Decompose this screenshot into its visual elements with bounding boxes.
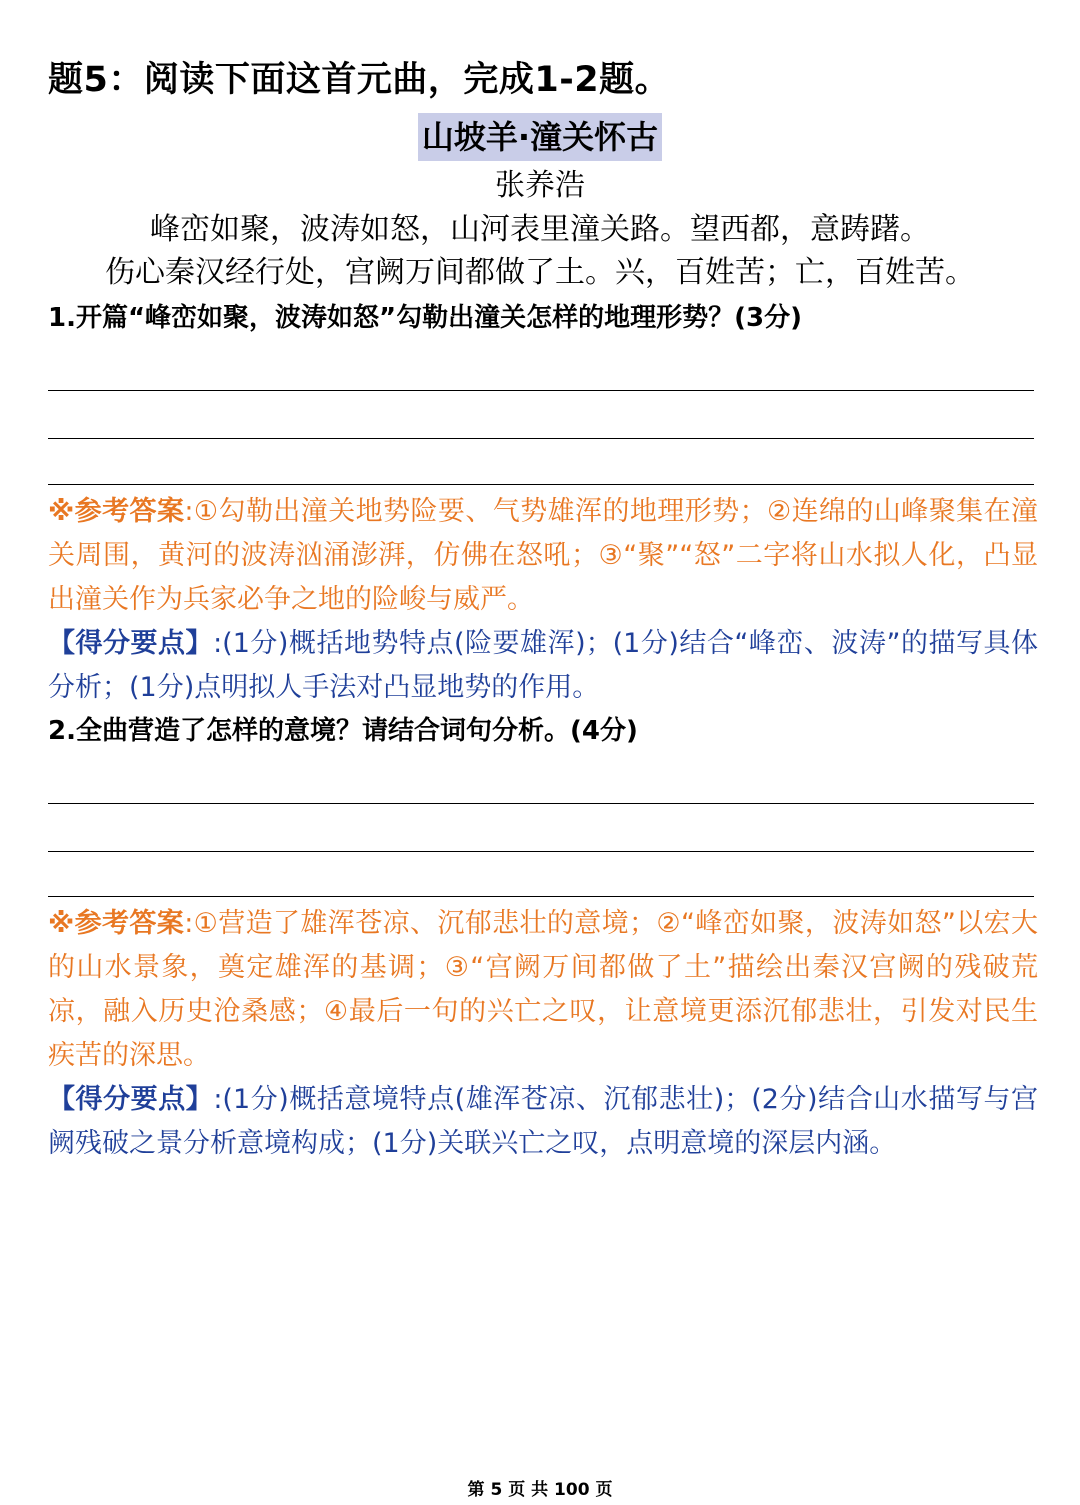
scoring-points-2-tag: 【得分要点】 bbox=[48, 1084, 214, 1115]
answer-line-1b bbox=[48, 438, 1034, 439]
poem-title-container bbox=[0, 113, 1080, 161]
scoring-points-2 bbox=[48, 1078, 1038, 1166]
poem-line-2: 伤心秦汉经行处，宫阙万间都做了土。兴，百姓苦；亡，百姓苦。 bbox=[105, 255, 975, 290]
reference-answer-1 bbox=[48, 490, 1038, 622]
question-1-prompt: 1.开篇“峰峦如聚，波涛如怒”勾勒出潼关怎样的地理形势？(3分) bbox=[48, 303, 803, 333]
answer-line-2a bbox=[48, 803, 1034, 804]
poem-author: 张养浩 bbox=[495, 168, 585, 203]
reference-answer-2 bbox=[48, 902, 1038, 1078]
reference-answer-2-tag: ※参考答案 bbox=[48, 908, 185, 939]
scoring-points-2-text: :(1分)概括意境特点(雄浑苍凉、沉郁悲壮)；(2分)结合山水描写与宫阙残破之景分析意境构成；(1分)关联兴亡之叹，点明意境的深层内涵。 bbox=[48, 1084, 1039, 1159]
scoring-points-1 bbox=[48, 622, 1038, 710]
poem-line-1: 峰峦如聚，波涛如怒，山河表里潼关路。望西都，意踌躇。 bbox=[150, 212, 930, 247]
answer-line-1c bbox=[48, 484, 1034, 485]
reference-answer-1-tag: ※参考答案 bbox=[48, 496, 185, 527]
reference-answer-2-text: :①营造了雄浑苍凉、沉郁悲壮的意境；②“峰峦如聚，波涛如怒”以宏大的山水景象，奠定雄浑的基调；③“宫阙万间都做了土”描绘出秦汉宫阙的残破荒凉，融入历史沧桑感；④最后一句的兴亡之叹，让意境更添沉郁悲壮，引发对民生疾苦的深思。 bbox=[48, 908, 1039, 1071]
question-2-prompt: 2.全曲营造了怎样的意境？请结合词句分析。(4分) bbox=[48, 716, 638, 746]
reference-answer-1-text: :①勾勒出潼关地势险要、气势雄浑的地理形势；②连绵的山峰聚集在潼关周围，黄河的波涛汹涌澎湃，仿佛在怒吼；③“聚”“怒”二字将山水拟人化，凸显出潼关作为兵家必争之地的险峻与威严。 bbox=[48, 496, 1038, 615]
page-number: 第 5 页 共 100 页 bbox=[467, 1480, 613, 1500]
answer-line-1a bbox=[48, 390, 1034, 391]
scoring-points-1-tag: 【得分要点】 bbox=[48, 628, 214, 659]
answer-line-2c bbox=[48, 896, 1034, 897]
scoring-points-1-text: :(1分)概括地势特点(险要雄浑)；(1分)结合“峰峦、波涛”的描写具体分析；(1分)点明拟人手法对凸显地势的作用。 bbox=[48, 628, 1038, 703]
answer-line-2b bbox=[48, 851, 1034, 852]
poem-title: 山坡羊·潼关怀古 bbox=[418, 113, 662, 161]
page-title: 题5：阅读下面这首元曲，完成1-2题。 bbox=[48, 60, 671, 100]
